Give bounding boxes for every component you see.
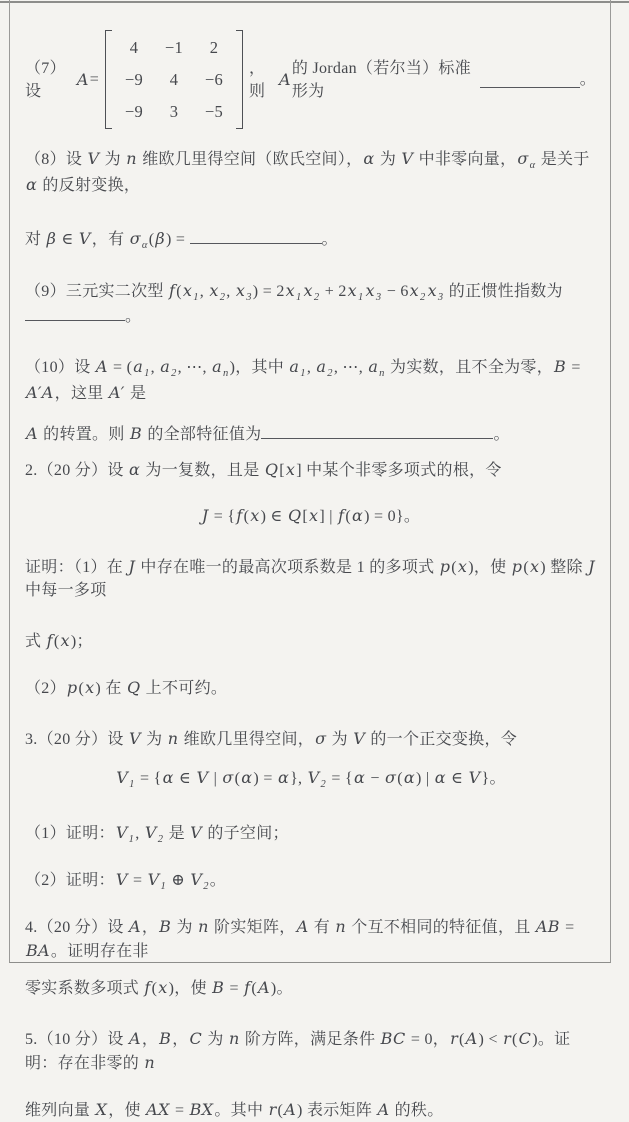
subscript: 3 (375, 292, 382, 303)
text-run: = (567, 359, 581, 377)
text-run: （9）三元实二次型 (25, 283, 169, 300)
text-run: 为 (100, 151, 126, 168)
text-run: 为 (327, 731, 353, 749)
text-run: 阶方阵，满足条件 (240, 1031, 380, 1049)
subscript: 1 (193, 292, 199, 303)
math-var: V (116, 768, 129, 788)
text-run: ) | (416, 770, 434, 788)
text-run: 。 (125, 308, 142, 326)
text-run: ) = (253, 770, 277, 788)
math-var: V (115, 870, 128, 890)
math-var: BC (380, 1029, 406, 1049)
math-var: A (129, 917, 141, 937)
question-8-line-1 (25, 147, 596, 197)
text-run: )，其中 (229, 359, 289, 377)
math-var: x (347, 281, 357, 300)
math-var: A′ (108, 383, 125, 403)
math-var: x (457, 557, 468, 577)
math-var: x (409, 281, 419, 300)
text-run: )。证明：存在非零的 (25, 1031, 571, 1073)
math-var: x (365, 281, 375, 300)
math-var: p (66, 678, 78, 698)
text-run: （7）设 (25, 59, 66, 100)
text-run: （10）设 (25, 359, 95, 377)
text-run: 个互不相同的特征值，且 (346, 919, 535, 937)
text-run: 维列向量 (25, 1102, 95, 1120)
text-run: 式 (25, 633, 46, 651)
text-run: 的反射变换， (38, 177, 141, 194)
question-3-part-1 (25, 821, 596, 847)
subscript: n (379, 368, 385, 380)
text-run: 维欧几里得空间， (179, 731, 315, 749)
text-run: 上不可约。 (141, 680, 228, 698)
math-var: a (212, 357, 222, 377)
text-run: 是关于 (536, 151, 590, 168)
text-run: ( (148, 231, 155, 248)
math-var: n (167, 729, 179, 749)
math-var: α (277, 768, 290, 788)
answer-blank (261, 423, 493, 439)
math-var: B (159, 917, 172, 937)
subscript: n (223, 368, 229, 380)
math-var: r (503, 1029, 512, 1049)
subscript: 1 (128, 834, 135, 846)
text-run: 维欧几里得空间（欧氏空间）， (137, 151, 363, 168)
math-var: A (95, 357, 108, 377)
math-var: α (403, 768, 416, 788)
math-var: f (236, 506, 243, 526)
text-run: = ( (108, 359, 133, 377)
question-2-equation (25, 504, 596, 528)
math-var: r (268, 1100, 277, 1120)
answer-blank (480, 71, 580, 87)
question-7-line (25, 30, 596, 129)
math-var: V (190, 823, 203, 843)
math-var: C (518, 1029, 532, 1049)
matrix-cell: −1 (164, 38, 184, 57)
math-var: AB (535, 917, 560, 937)
math-var: V (196, 768, 209, 788)
text-run: 的子空间； (203, 825, 289, 843)
text-run: ⊕ (167, 872, 190, 890)
text-run: = { (135, 770, 162, 788)
matrix-cell: 3 (169, 102, 179, 121)
text-run: 的一个正交变换，令 (366, 731, 518, 749)
subscript: 1 (357, 292, 364, 303)
text-run: 为 (375, 151, 401, 168)
subscript: 2 (420, 292, 426, 303)
subscript: α (141, 240, 148, 251)
math-var: B (159, 1029, 172, 1049)
text-run: }, (290, 770, 307, 788)
question-3-intro (25, 727, 596, 751)
math-var: B (129, 424, 143, 444)
math-var: Q (287, 506, 302, 526)
subscript: 3 (246, 292, 252, 303)
math-var: σ (222, 768, 234, 788)
text-run: ( (451, 559, 457, 577)
text-run: , ⋯, (333, 359, 368, 377)
math-var: α (363, 149, 375, 168)
math-var: p (439, 557, 451, 577)
text-run: ) 整除 (540, 559, 588, 577)
math-var: α (129, 460, 141, 480)
math-var: a (133, 357, 144, 377)
text-run: 。其中 (214, 1102, 268, 1120)
text-run: ) 在 (95, 680, 126, 698)
text-run: )； (70, 633, 93, 651)
text-run: , (199, 283, 209, 300)
text-run: )，使 (168, 980, 212, 998)
matrix-cell: −9 (124, 70, 144, 89)
math-var: α (241, 768, 253, 788)
math-var: n (126, 149, 137, 168)
math-var: α (162, 768, 174, 788)
math-var: f (244, 978, 251, 998)
question-8-line-2 (25, 227, 596, 253)
text-run: 。 (579, 71, 596, 88)
text-run: 的 Jordan（若尔当）标准形为 (291, 59, 472, 100)
math-var: n (229, 1029, 240, 1049)
text-run: 2.（20 分）设 (25, 462, 128, 480)
text-run: + 2 (320, 283, 347, 300)
matrix-cell: 4 (169, 70, 179, 89)
text-run: ， (141, 1031, 159, 1049)
math-var: n (144, 1053, 156, 1073)
text-run: , (150, 359, 160, 377)
text-run: 有 (309, 919, 335, 937)
text-run: （2）证明： (25, 872, 115, 890)
subscript: 2 (203, 881, 209, 893)
subscript: 1 (144, 368, 150, 380)
math-var: V (307, 768, 320, 788)
text-run: , (306, 359, 316, 377)
text-run: ] 中某个非零多项式的根，令 (296, 462, 502, 480)
text-run: 5.（10 分）设 (25, 1031, 128, 1049)
text-run: ，有 (91, 231, 129, 248)
math-var: r (450, 1029, 459, 1049)
text-run: , ⋯, (177, 359, 212, 377)
math-var: σ (129, 229, 141, 248)
math-var: σ (385, 768, 397, 788)
math-var: AX (146, 1100, 170, 1120)
matrix-cell: −5 (204, 102, 224, 121)
math-var: x (235, 281, 246, 300)
text-run: 的转置。则 (38, 426, 129, 444)
text-run: = { (209, 508, 236, 526)
math-var: f (144, 978, 151, 998)
math-var: a (160, 357, 171, 377)
text-run: 中每一多项 (25, 582, 107, 600)
text-run: }。 (481, 770, 506, 788)
subscript: 3 (437, 292, 444, 303)
math-var: x (60, 631, 70, 651)
math-var: x (250, 506, 260, 526)
math-var: A (284, 1100, 297, 1120)
math-var: A (279, 70, 291, 89)
math-var: V (468, 768, 481, 788)
text-run: ) ∈ (260, 508, 287, 526)
math-var: β (46, 229, 57, 248)
math-var: f (338, 506, 345, 526)
text-run: 。 (493, 426, 510, 444)
math-var: a (316, 357, 327, 377)
math-var: V (353, 729, 366, 749)
text-run: ，则 (249, 59, 266, 100)
math-var: A (26, 424, 38, 444)
text-run: ， (141, 919, 159, 937)
text-run: 。 (209, 872, 227, 890)
math-var: V (129, 729, 141, 749)
text-run: [ (279, 462, 285, 480)
math-var: x (529, 557, 540, 577)
math-var: x (158, 978, 168, 998)
subscript: 1 (129, 779, 135, 791)
text-run: ( (459, 1031, 465, 1049)
question-10-line-2 (25, 422, 596, 446)
math-var: B (212, 978, 225, 998)
math-var: V (78, 229, 91, 248)
text-run: )，使 (468, 559, 511, 577)
math-var: n (198, 917, 209, 937)
text-run: 阶实矩阵， (209, 919, 296, 937)
text-run: 是 (164, 825, 190, 843)
subscript: 2 (313, 292, 320, 303)
math-var: α (26, 175, 38, 194)
text-run: ( (277, 1102, 284, 1120)
text-run: [ (302, 508, 309, 526)
question-9-line (25, 279, 596, 328)
text-run: , (135, 825, 144, 843)
text-run: ) = 2 (252, 283, 285, 300)
math-var: J (588, 557, 595, 577)
text-run: ，这里 (54, 385, 108, 403)
text-run: 为 (203, 1031, 228, 1049)
text-run: 3.（20 分）设 (25, 731, 128, 749)
text-run: 为 (172, 919, 198, 937)
text-run: 的正惯性指数为 (444, 283, 563, 300)
question-2-proof-1-cont (25, 629, 596, 653)
answer-blank (190, 228, 322, 244)
question-5-line-2 (25, 1098, 596, 1122)
text-run: 为 (141, 731, 167, 749)
text-run: = (170, 1102, 189, 1120)
question-2-intro (25, 458, 596, 482)
text-run: ) = 0}。 (364, 508, 421, 526)
math-var: a (368, 357, 379, 377)
math-var: α (434, 768, 446, 788)
text-run: )。 (270, 980, 293, 998)
text-run: ) = (165, 231, 190, 248)
question-3-equation (25, 766, 596, 792)
text-run: − 6 (382, 283, 409, 300)
text-run: ( (151, 980, 158, 998)
matrix-left-bracket (105, 30, 112, 129)
math-var: BA (26, 941, 50, 961)
math-var: σ (315, 729, 327, 749)
question-3-part-2 (25, 868, 596, 894)
math-var: V (147, 870, 160, 890)
math-var: A (465, 1029, 478, 1049)
math-var: V (144, 823, 157, 843)
text-run: = 0， (406, 1031, 450, 1049)
question-5-line-1 (25, 1027, 596, 1075)
subscript: 1 (300, 368, 306, 380)
math-var: V (87, 149, 100, 168)
math-var: V (401, 149, 414, 168)
math-var: x (285, 281, 295, 300)
matrix-cell: 2 (209, 38, 219, 57)
math-var: BX (189, 1100, 214, 1120)
math-var: f (46, 631, 53, 651)
math-var: x (285, 460, 296, 480)
subscript: 2 (320, 779, 327, 791)
text-run: 。 (321, 231, 338, 248)
text-run: 4.（20 分）设 (25, 919, 128, 937)
question-2-proof-2 (25, 676, 596, 700)
subscript: α (529, 160, 536, 171)
text-run: = { (327, 770, 353, 788)
math-var: A (258, 978, 270, 998)
math-var: A (129, 1029, 141, 1049)
text-run: 中非零向量， (414, 151, 517, 168)
text-run: = (128, 872, 147, 890)
question-4-line-2 (25, 976, 596, 1000)
text-run: （2） (25, 680, 66, 698)
matrix-cell: −9 (124, 102, 144, 121)
math-var: A (377, 1100, 390, 1120)
answer-blank (25, 305, 125, 321)
math-var: B (554, 357, 567, 377)
text-run: 证明：（1）在 (25, 559, 128, 577)
text-run: ∈ (446, 770, 468, 788)
matrix-right-bracket (236, 30, 243, 129)
text-run: 零实系数多项式 (25, 980, 144, 998)
math-var: x (309, 506, 319, 526)
text-run: ，使 (108, 1102, 146, 1120)
text-run: 为一复数，且是 (141, 462, 264, 480)
subscript: 1 (160, 881, 167, 893)
math-var: x (427, 281, 437, 300)
math-var: J (128, 557, 136, 577)
text-run: （1）证明： (25, 825, 115, 843)
math-var: Q (264, 460, 279, 480)
math-var: V (115, 823, 128, 843)
text-run: ( (78, 680, 85, 698)
text-run: ( (53, 633, 60, 651)
text-run: 。证明存在非 (50, 943, 149, 961)
text-run: （8）设 (25, 151, 87, 168)
math-var: A′A (26, 383, 54, 403)
question-2-proof-1 (25, 555, 596, 602)
math-var: Q (126, 678, 141, 698)
text-run: ( (243, 508, 250, 526)
subscript: 2 (157, 834, 164, 846)
text-run: ] | (319, 508, 338, 526)
subscript: 2 (327, 368, 333, 380)
math-var: x (182, 281, 193, 300)
subscript: 2 (171, 368, 177, 380)
math-var: A (76, 70, 89, 89)
math-var: p (511, 557, 523, 577)
text-run: ( (345, 508, 351, 526)
math-var: J (201, 506, 209, 526)
text-run: = (560, 919, 575, 937)
question-10-line-1 (25, 355, 596, 405)
matrix-entries (112, 30, 236, 129)
text-run: ( (176, 283, 182, 300)
text-run: 对 (25, 231, 46, 248)
math-var: X (95, 1100, 108, 1120)
text-run: 的全部特征值为 (143, 426, 262, 444)
text-run: 的秩。 (390, 1102, 444, 1120)
page-border-frame (9, 0, 611, 1120)
math-var: α (351, 506, 364, 526)
text-run: | (209, 770, 222, 788)
text-run: 中存在唯一的最高次项系数是 1 的多项式 (136, 559, 439, 577)
text-run: ( (251, 980, 258, 998)
math-var: σ (517, 149, 529, 168)
matrix-cell: 4 (129, 38, 139, 57)
text-run: ∈ (57, 231, 78, 248)
math-var: A (296, 917, 309, 937)
text-run: − (366, 770, 385, 788)
math-var: β (155, 229, 165, 248)
subscript: 2 (219, 292, 226, 303)
matrix-cell: −6 (204, 70, 224, 89)
text-run: ∈ (174, 770, 196, 788)
matrix (105, 30, 243, 129)
math-var: f (169, 281, 176, 300)
math-var: x (303, 281, 313, 300)
text-run: ) < (478, 1031, 503, 1049)
text-run: ( (523, 559, 529, 577)
text-run: ) 表示矩阵 (297, 1102, 377, 1120)
math-var: α (353, 768, 366, 788)
math-var: C (189, 1029, 203, 1049)
text-run: ， (172, 1031, 189, 1049)
text-run: = (89, 71, 100, 88)
question-4-line-1 (25, 915, 596, 963)
subscript: 1 (295, 292, 302, 303)
math-var: V (190, 870, 203, 890)
text-run: ( (512, 1031, 518, 1049)
math-var: x (85, 678, 95, 698)
text-run: ( (234, 770, 241, 788)
math-var: n (335, 917, 346, 937)
text-run: = (225, 980, 244, 998)
text-run: 是 (125, 385, 147, 403)
text-run: 为实数，且不全为零， (385, 359, 554, 377)
text-run: ( (397, 770, 403, 788)
math-var: a (289, 357, 300, 377)
text-run: , (226, 283, 235, 300)
math-var: x (209, 281, 219, 300)
